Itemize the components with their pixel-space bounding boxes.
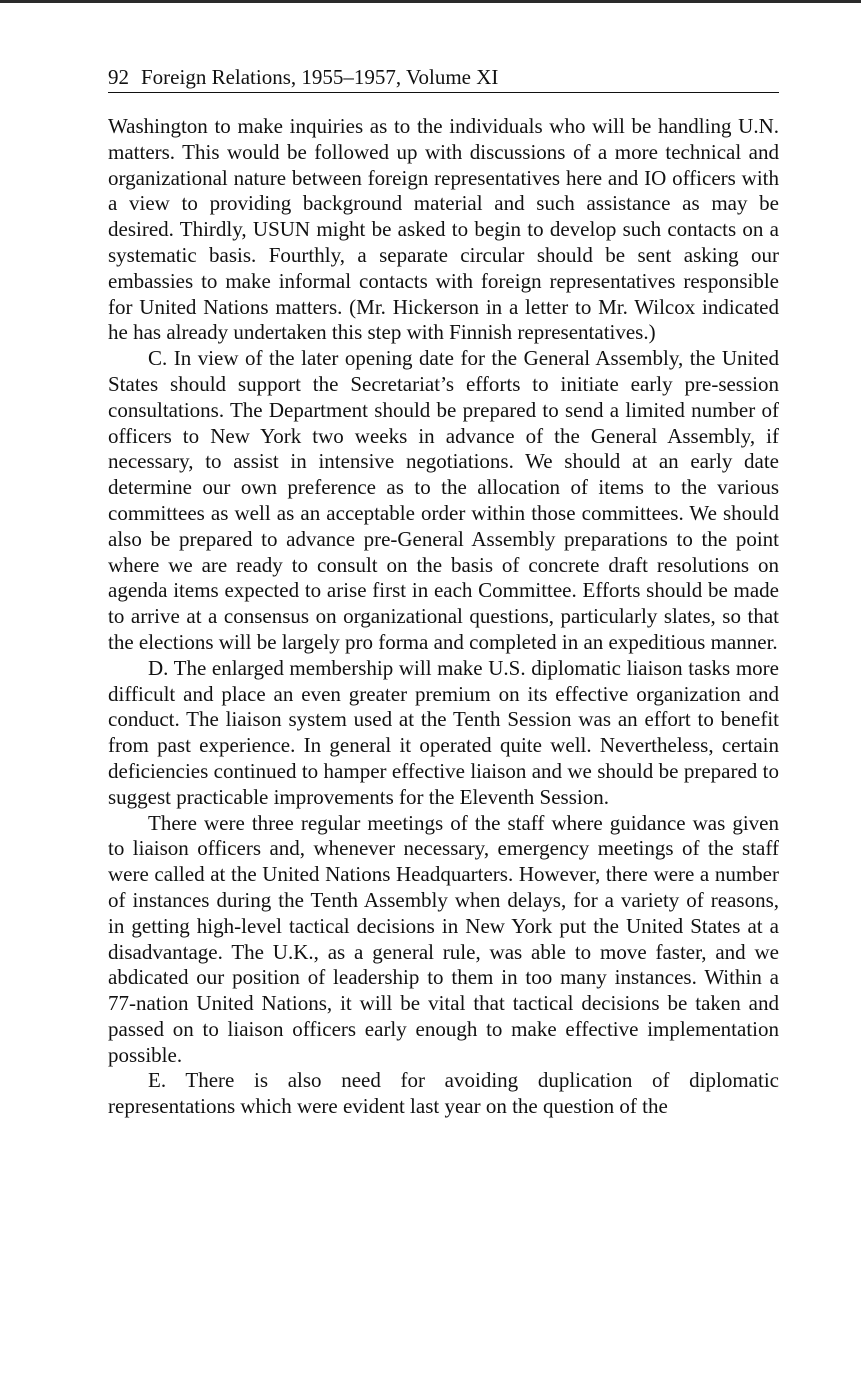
paragraph-c-pre-session-consultations: C. In view of the later opening date for the General Assembly, the United States should support the Secretariat’s efforts to initiate early pre-session consultations. The Department should be prepared to send a limited number of officers to New York two weeks in advance of the General Assembly, if necessary, to assist in intensive negotiations. We should at an early date determine our own preference as to the allocation of items to the various committees as well as an acceptable order within those committees. We should also be prepared to advance pre-General Assembly preparations to the point where we are ready to consult on the basis of concrete draft resolutions on agenda items expected to arise first in each Committee. Efforts should be made to arrive at a consensus on organizational questions, particularly slates, so that the elections will be largely pro forma and completed in an expeditious manner. <box>108 346 779 654</box>
running-title: Foreign Relations, 1955–1957, Volume XI <box>141 65 499 89</box>
document-body <box>108 114 779 1120</box>
paragraph-staff-meetings: There were three regular meetings of the staff where guidance was given to liaison officers and, whenever necessary, emergency meetings of the staff were called at the United Nations Headquarters. However, there were a number of instances during the Tenth Assembly when delays, for a variety of reasons, in getting high-level tactical decisions in New York put the United States at a disadvantage. The U.K., as a general rule, was able to move faster, and we abdicated our position of leadership to them in too many instances. Within a 77-nation United Nations, it will be vital that tactical decisions be taken and passed on to liaison officers early enough to make effective implementation possible. <box>108 810 779 1067</box>
page-number: 92 <box>108 65 129 89</box>
paragraph-continued: Washington to make inquiries as to the individuals who will be handling U.N. matters. This would be followed up with discussions of a more technical and organizational nature between foreign representatives here and IO officers with a view to providing background material and such assistance as may be desired. Thirdly, USUN might be asked to begin to develop such contacts on a systematic basis. Fourthly, a separate circular should be sent asking our embassies to make informal contacts with foreign representatives responsible for United Nations matters. (Mr. Hickerson in a letter to Mr. Wilcox indicated he has already undertaken this step with Finnish representatives.) <box>108 114 779 345</box>
running-header <box>108 64 779 93</box>
paragraph-e-duplication: E. There is also need for avoiding duplication of diplomatic representations which were evident last year on the question of the <box>108 1068 779 1119</box>
page-top-border <box>0 0 861 3</box>
paragraph-d-diplomatic-liaison: D. The enlarged membership will make U.S. diplomatic liaison tasks more difficult and place an even greater premium on its effective organization and conduct. The liaison system used at the Tenth Session was an effort to benefit from past experience. In general it operated quite well. Nevertheless, certain deficiencies continued to hamper effective liaison and we should be prepared to suggest practicable improvements for the Eleventh Session. <box>108 655 779 809</box>
